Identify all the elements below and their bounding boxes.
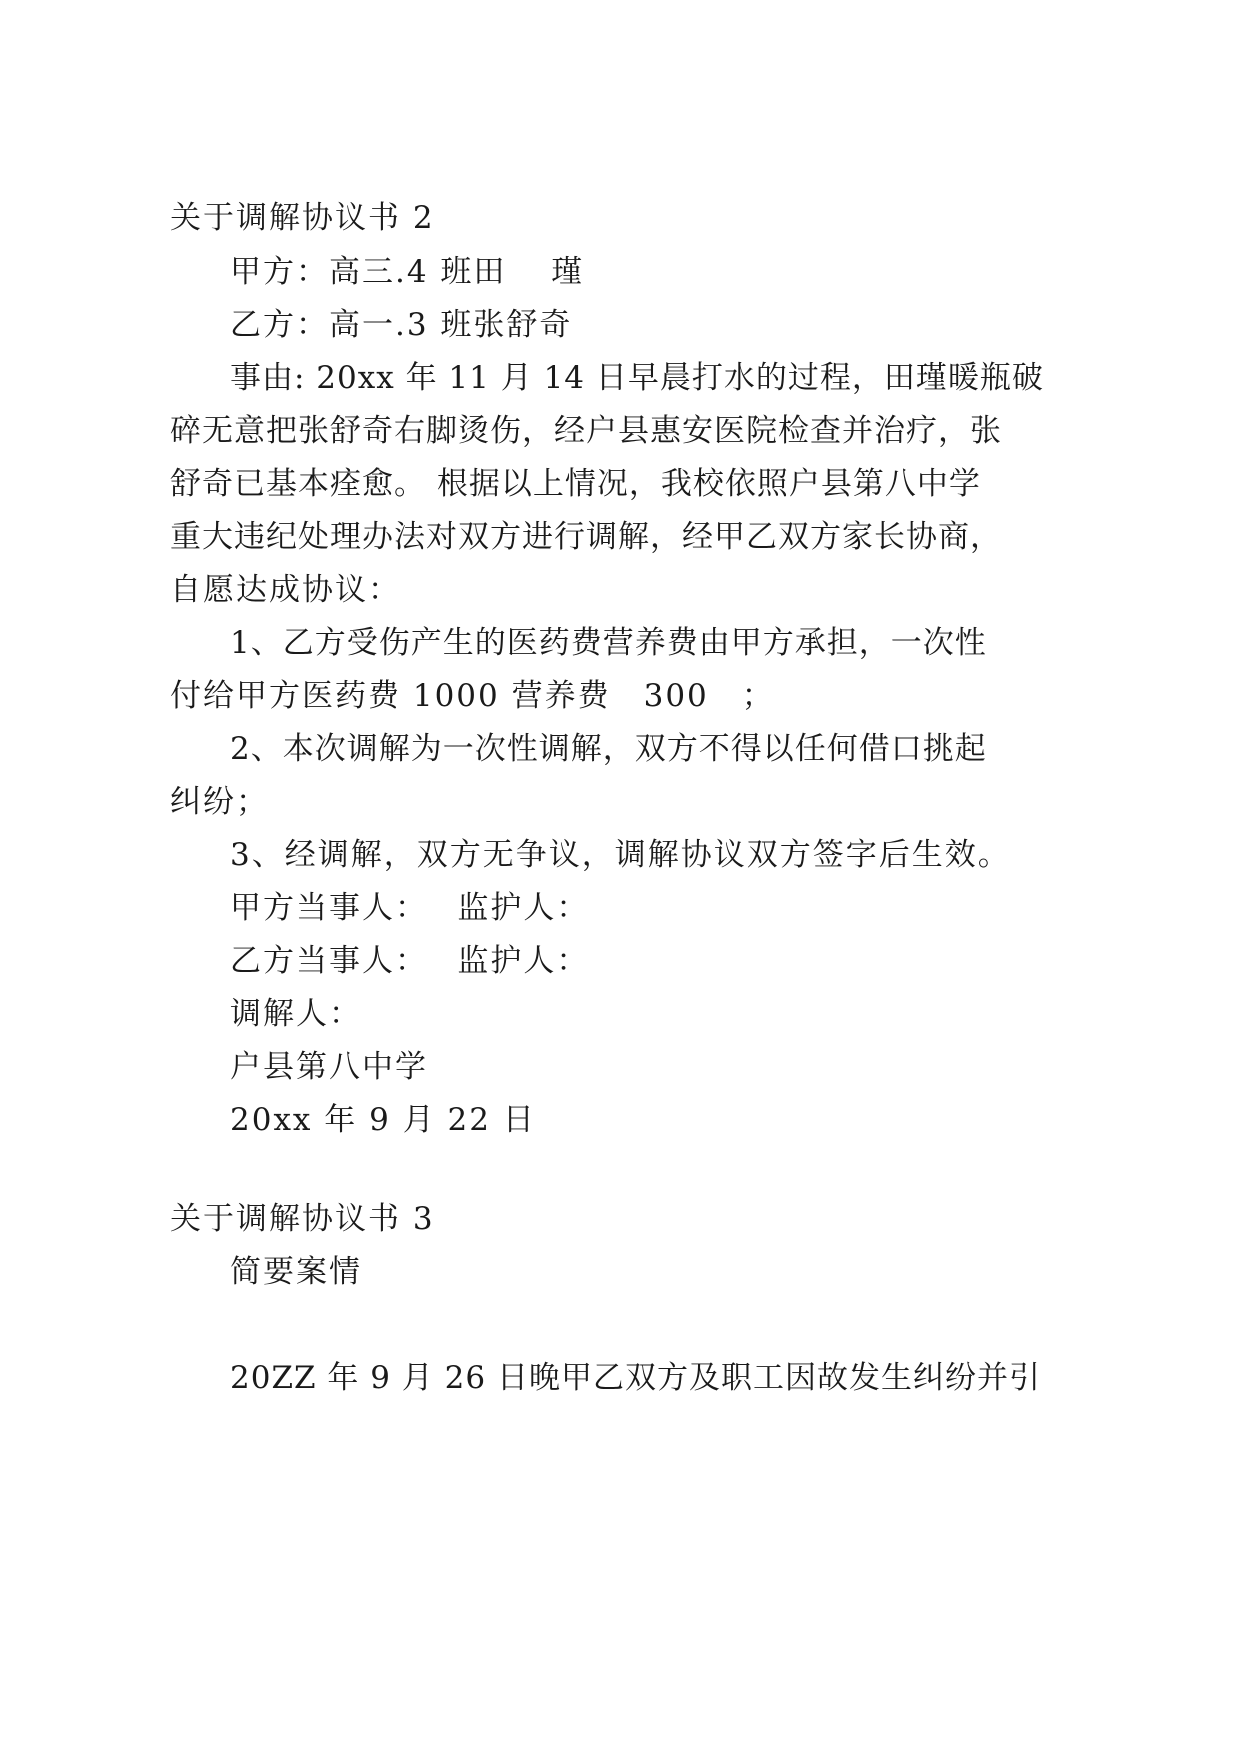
item2-line-2: 纠纷； [170,784,269,820]
party-a: 甲方：高三.4 班田 瑾 [230,254,585,290]
item3: 3、经调解，双方无争议，调解协议双方签字后生效。 [230,837,1011,873]
section3-subtitle: 简要案情 [230,1254,362,1290]
reason-line-2: 碎无意把张舒奇右脚烫伤，经户县惠安医院检查并治疗，张 [170,413,1002,449]
sign-party-a: 甲方当事人： 监护人： [230,890,590,926]
item2-line-1: 2、本次调解为一次性调解，双方不得以任何借口挑起 [230,731,987,767]
section3-title: 关于调解协议书 3 [170,1201,435,1237]
reason-line-1: 事由: 20xx 年 11 月 14 日早晨打水的过程，田瑾暖瓶破 [230,360,1044,396]
party-b: 乙方：高一.3 班张舒奇 [230,307,573,343]
sign-party-b: 乙方当事人： 监护人： [230,943,590,979]
reason-line-3: 舒奇已基本痊愈。 根据以上情况，我校依照户县第八中学 [170,466,981,502]
item1-line-2: 付给甲方医药费 1000 营养费 300 ； [170,678,775,714]
reason-line-4: 重大违纪处理办法对双方进行调解，经甲乙双方家长协商， [170,519,1002,555]
case-line-1: 20ZZ 年 9 月 26 日晚甲乙双方及职工因故发生纠纷并引 [230,1360,1041,1396]
item1-line-1: 1、乙方受伤产生的医药费营养费由甲方承担，一次性 [230,625,987,661]
mediator: 调解人： [230,996,362,1032]
school-name: 户县第八中学 [230,1049,428,1085]
agreement-date: 20xx 年 9 月 22 日 [230,1102,536,1138]
section2-title: 关于调解协议书 2 [170,200,435,236]
reason-line-5: 自愿达成协议： [170,572,401,608]
